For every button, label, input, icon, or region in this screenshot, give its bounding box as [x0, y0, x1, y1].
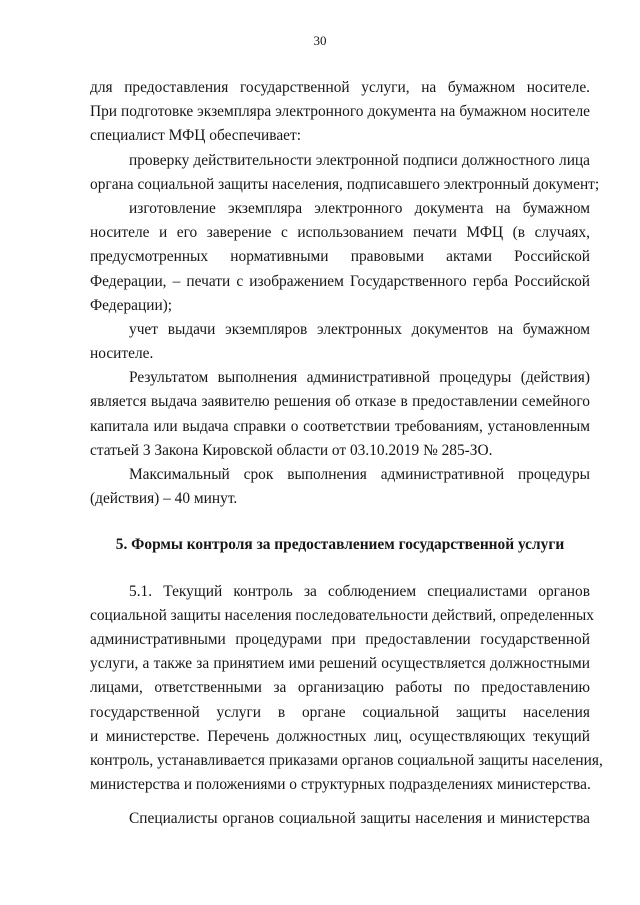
text-line: административными процедурами при предоставлении государственной — [90, 630, 590, 648]
section-heading: 5. Формы контроля за предоставлением государственной услуги — [115, 536, 565, 554]
text-line: для предоставления государственной услуги, на бумажном носителе. — [90, 79, 590, 96]
text-line: государственной услуги в органе социальной защиты населения — [90, 703, 590, 721]
text-line: капитала или выдача справки о соответствии требованиям, установленным — [90, 417, 590, 435]
text-line: 5.1. Текущий контроль за соблюдением специалистами органов — [129, 582, 590, 600]
text-line: специалист МФЦ обеспечивает: — [90, 127, 302, 145]
text-line: является выдача заявителю решения об отказе в предоставлении семейного — [90, 393, 590, 411]
text-line: Федерации); — [90, 296, 173, 314]
text-line: носителе. — [90, 345, 154, 363]
text-line: министерства и положениями о структурных подразделениях министерства. — [90, 776, 591, 794]
text-line: и министерстве. Перечень должностных лиц, осуществляющих текущий — [90, 727, 590, 745]
text-line: носителе и его заверение с использованием печати МФЦ (в случаях, — [90, 224, 590, 242]
text-line: социальной защиты населения последовательности действий, определенных — [90, 606, 594, 624]
text-line: изготовление экземпляра электронного документа на бумажном — [129, 199, 590, 217]
spacer — [90, 558, 590, 580]
text-line: Федерации, – печати с изображением Государственного герба Российской — [90, 272, 590, 290]
text-line: (действия) – 40 минут. — [90, 490, 238, 508]
text-line: контроль, устанавливается приказами органов социальной защиты населения, — [90, 751, 603, 769]
text-line: Специалисты органов социальной защиты населения и министерства — [129, 810, 590, 828]
spacer — [90, 797, 590, 807]
spacer — [90, 511, 590, 533]
text-line: учет выдачи экземпляров электронных документов на бумажном — [129, 320, 590, 338]
text-line: услуги, а также за принятием ими решений осуществляется должностными — [90, 655, 590, 673]
text-line: лицами, ответственными за организацию работы по предоставлению — [90, 679, 590, 697]
text-line: проверку действительности электронной подписи должностного лица — [129, 151, 590, 169]
document-body — [90, 76, 603, 831]
text-line: При подготовке экземпляра электронного документа на бумажном носителе — [90, 103, 590, 121]
text-line: Результатом выполнения административной процедуры (действия) — [129, 369, 590, 387]
text-line: органа социальной защиты населения, подписавшего электронный документ; — [90, 175, 600, 193]
text-line: Максимальный срок выполнения административной процедуры — [129, 466, 590, 483]
text-line: статьей 3 Закона Кировской области от 03.10.2019 № 285-ЗО. — [90, 441, 493, 459]
page-number: 30 — [313, 33, 327, 48]
text-line: предусмотренных нормативными правовыми актами Российской — [90, 248, 590, 266]
